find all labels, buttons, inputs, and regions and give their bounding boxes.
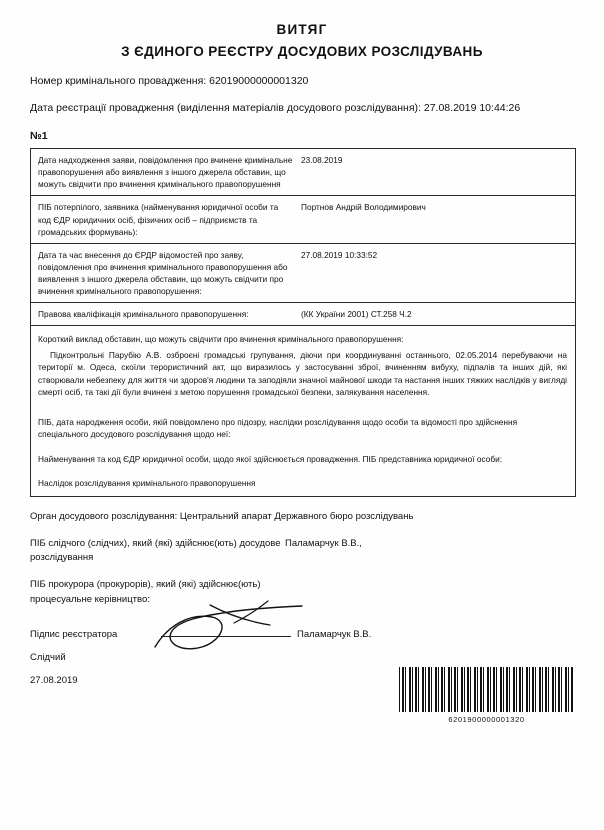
registrar-name: Паламарчук В.В. [297, 628, 372, 640]
investigator-label: ПІБ слідчого (слідчих), який (які) здійснює(ють) досудове розслідування [30, 537, 281, 564]
prosecutor-label: ПІБ прокурора (прокурорів), який (які) здійснює(ють) процесуальне керівництво: [30, 579, 261, 605]
case-number-label: Номер кримінального провадження: [30, 75, 207, 87]
registration-label: Дата реєстрації провадження (виділення матеріалів досудового розслідування): [30, 102, 421, 115]
registration-value: 27.08.2019 10:44:26 [423, 102, 521, 115]
barcode-image [399, 667, 574, 712]
details-table [30, 148, 576, 496]
registrar-date: 27.08.2019 [30, 674, 78, 686]
investigator-value: Паламарчук В.В., [285, 537, 362, 549]
prosecutor-line [30, 578, 576, 607]
row-label: ПІБ потерпілого, заявника (найменування юридичної особи та код ЄДР юридичних осіб, фізичних осіб – підприємств та громадських формувань): [38, 202, 279, 237]
case-number-line [30, 74, 576, 89]
row-value: Портнов Андрій Володимирович [301, 202, 426, 213]
page-title: ВИТЯГ [276, 22, 328, 37]
page-subtitle: З ЄДИНОГО РЕЄСТРУ ДОСУДОВИХ РОЗСЛІДУВАНЬ [121, 44, 483, 59]
outcome-section [31, 471, 575, 495]
table-row [31, 149, 575, 196]
legal-entity-section [31, 447, 575, 471]
summary-heading: Короткий виклад обставин, що можуть свідчити про вчинення кримінального правопорушення: [38, 333, 404, 344]
outcome-section-text: Наслідок розслідування кримінального правопорушення [38, 478, 256, 489]
case-number-value: 62019000000001320 [209, 75, 309, 87]
table-row [31, 303, 575, 326]
registrar-label: Підпис реєстратора [30, 628, 118, 640]
agency-value: Центральний апарат Державного бюро розслідувань [179, 510, 414, 522]
row-label: Дата надходження заяви, повідомлення про вчинене кримінальне правопорушення або виявлення з іншого джерела обставин, що можуть свідчити про вчинення кримінального правопорушення [38, 155, 293, 190]
row-label: Дата та час внесення до ЄРДР відомостей про заяву, повідомлення про вчинення кримінального правопорушення або виявлення з іншого джерела обставин, що можуть свідчити про вчинення кримінального правопорушення: [38, 249, 288, 296]
signature-line [161, 635, 291, 637]
registrar-role: Слідчий [30, 651, 66, 663]
investigator-line [30, 537, 576, 566]
summary-section [31, 326, 575, 410]
table-row [31, 196, 575, 243]
signature-row [30, 629, 576, 640]
agency-label: Орган досудового розслідування: [30, 510, 178, 522]
agency-line [30, 510, 576, 524]
entry-number: №1 [30, 130, 48, 143]
legal-entity-section-text: Найменування та код ЄДР юридичної особи, щодо якої здійснюється провадження. ПІБ представника юридичної особи: [38, 453, 503, 464]
row-value: 23.08.2019 [301, 155, 343, 166]
barcode-number: 6201900000001320 [448, 715, 525, 724]
barcode-block [399, 667, 574, 724]
suspect-section [31, 410, 575, 447]
row-value: 27.08.2019 10:33:52 [301, 249, 378, 260]
prosecutor-value [285, 578, 576, 607]
suspect-section-text: ПІБ, дата народження особи, якій повідомлено про підозру, наслідки розслідування щодо особи та відомості про здійснення спеціального досудового розслідування щодо неї: [38, 416, 518, 440]
row-label: Правова кваліфікація кримінального правопорушення: [38, 308, 249, 319]
summary-text: Підконтрольні Парубію А.В. озброєні громадські групування, діючи при координуванні останнього, 02.05.2014 перебуваючи на території м. Одеса, скоїли терористичний акт, що виразилось у застосуванні зброї, вчиненням вибуху, підпалів та інших дій, які створювали небезпеку для життя чи здоров'я людини та заподіяли значної майнової шкоди та настання інших тяжких наслідків у вигляді смерті осіб, та такі дії були вчинені з метою порушення громадської безпеки, залякування населення. [38, 350, 567, 398]
table-row [31, 244, 575, 303]
row-value: (КК України 2001) СТ.258 Ч.2 [301, 308, 412, 319]
registration-line [30, 101, 576, 116]
